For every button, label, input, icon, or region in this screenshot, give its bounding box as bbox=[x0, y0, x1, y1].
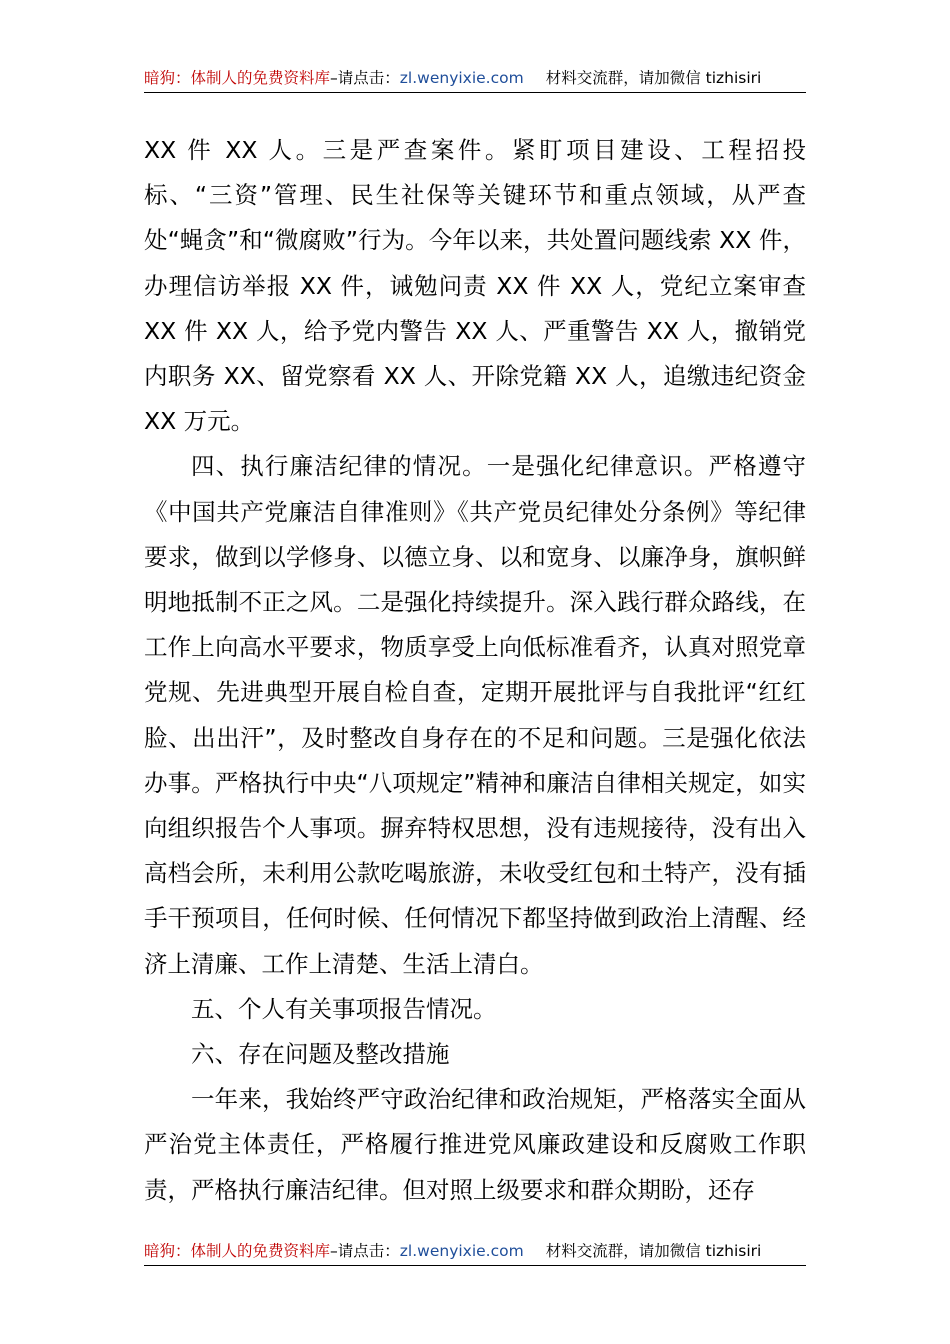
footer-prompt-text: –请点击： bbox=[330, 1242, 400, 1260]
page-header-banner bbox=[144, 64, 806, 93]
header-url-link[interactable]: zl.wenyixie.com bbox=[399, 69, 524, 87]
paragraph-continuation: XX 件 XX 人。三是严查案件。紧盯项目建设、工程招投标、“三资”管理、民生社保等关键环节和重点领域，从严查处“蝇贪”和“微腐败”行为。今年以来，共处置问题线索 XX 件，办理信访举报 XX 件，诫勉问责 XX 件 XX 人，党纪立案审查 XX 件 XX 人，给予党内警告 XX 人、严重警告 XX 人，撤销党内职务 XX、留党察看 XX 人、开除党籍 XX 人，追缴违纪资金 XX 万元。 bbox=[144, 136, 806, 436]
header-group-text: 材料交流群，请加微信 tizhisiri bbox=[545, 69, 762, 87]
header-prompt-text: –请点击： bbox=[330, 69, 400, 87]
paragraph-section-six-heading: 六、存在问题及整改措施 bbox=[191, 1040, 450, 1069]
paragraph-section-four: 四、执行廉洁纪律的情况。一是强化纪律意识。严格遵守《中国共产党廉洁自律准则》《共产党员纪律处分条例》等纪律要求，做到以学修身、以德立身、以和宽身、以廉净身，旗帜鲜明地抵制不正之风。二是强化持续提升。深入践行群众路线，在工作上向高水平要求，物质享受上向低标准看齐，认真对照党章党规、先进典型开展自检自查，定期开展批评与自我批评“红红脸、出出汗”，及时整改自身存在的不足和问题。三是强化依法办事。严格执行中央“八项规定”精神和廉洁自律相关规定，如实向组织报告个人事项。摒弃特权思想，没有违规接待，没有出入高档会所，未利用公款吃喝旅游，未收受红包和土特产，没有插手干预项目，任何时候、任何情况下都坚持做到政治上清醒、经济上清廉、工作上清楚、生活上清白。 bbox=[144, 452, 806, 978]
paragraph-section-five: 五、个人有关事项报告情况。 bbox=[191, 994, 497, 1023]
paragraph-section-six-body: 一年来，我始终严守政治纪律和政治规矩，严格落实全面从严治党主体责任，严格履行推进党风廉政建设和反腐败工作职责，严格执行廉洁纪律。但对照上级要求和群众期盼，还存 bbox=[144, 1085, 806, 1204]
page-footer-banner bbox=[144, 1237, 806, 1266]
document-body bbox=[144, 128, 806, 1213]
footer-url-link[interactable]: zl.wenyixie.com bbox=[399, 1242, 524, 1260]
header-brand-text: 暗狗：体制人的免费资料库 bbox=[144, 69, 331, 87]
footer-group-text: 材料交流群，请加微信 tizhisiri bbox=[545, 1242, 762, 1260]
footer-brand-text: 暗狗：体制人的免费资料库 bbox=[144, 1242, 331, 1260]
